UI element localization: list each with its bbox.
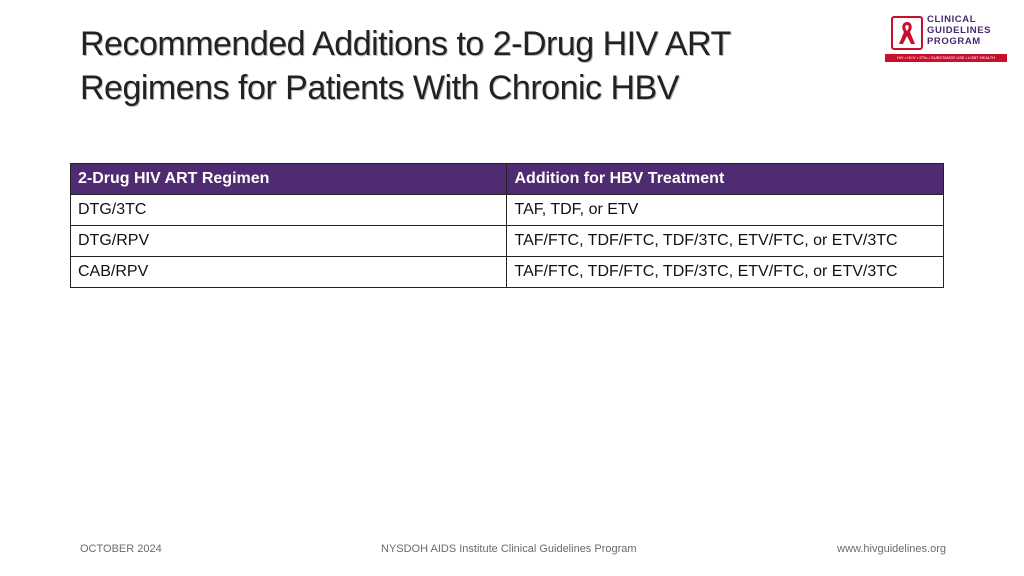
- regimen-cell: CAB/RPV: [71, 257, 507, 288]
- footer-program: NYSDOH AIDS Institute Clinical Guidelines Program: [381, 543, 637, 555]
- logo-wordmark: [927, 14, 991, 47]
- footer-date: OCTOBER 2024: [80, 543, 162, 555]
- slide-title-line-1: Recommended Additions to 2-Drug HIV ART: [80, 25, 731, 63]
- column-header-hbv-addition: Addition for HBV Treatment: [507, 164, 944, 195]
- table-header-row: [71, 164, 944, 195]
- logo-line-2: GUIDELINES: [927, 25, 992, 36]
- logo-tagline-bar: HIV • HCV • STIs • SUBSTANCE USE • LGBT HEALTH: [885, 54, 1007, 62]
- regimen-cell: DTG/RPV: [71, 226, 507, 257]
- hbv-addition-cell: TAF, TDF, or ETV: [507, 195, 944, 226]
- table-row: [71, 257, 944, 288]
- hbv-addition-cell: TAF/FTC, TDF/FTC, TDF/3TC, ETV/FTC, or ETV/3TC: [507, 257, 944, 288]
- regimen-cell: DTG/3TC: [71, 195, 507, 226]
- hbv-addition-cell: TAF/FTC, TDF/FTC, TDF/3TC, ETV/FTC, or ETV/3TC: [507, 226, 944, 257]
- table-row: [71, 195, 944, 226]
- red-ribbon-icon: [891, 16, 923, 50]
- logo-line-3: PROGRAM: [927, 36, 981, 47]
- footer-url: www.hivguidelines.org: [837, 543, 946, 555]
- clinical-guidelines-program-logo: [885, 14, 1007, 64]
- logo-line-1: CLINICAL: [927, 14, 977, 25]
- slide-title-line-2: Regimens for Patients With Chronic HBV: [80, 69, 679, 107]
- column-header-regimen: 2-Drug HIV ART Regimen: [71, 164, 507, 195]
- table-row: [71, 226, 944, 257]
- slide-title: [80, 22, 860, 110]
- hbv-additions-table: [70, 163, 944, 288]
